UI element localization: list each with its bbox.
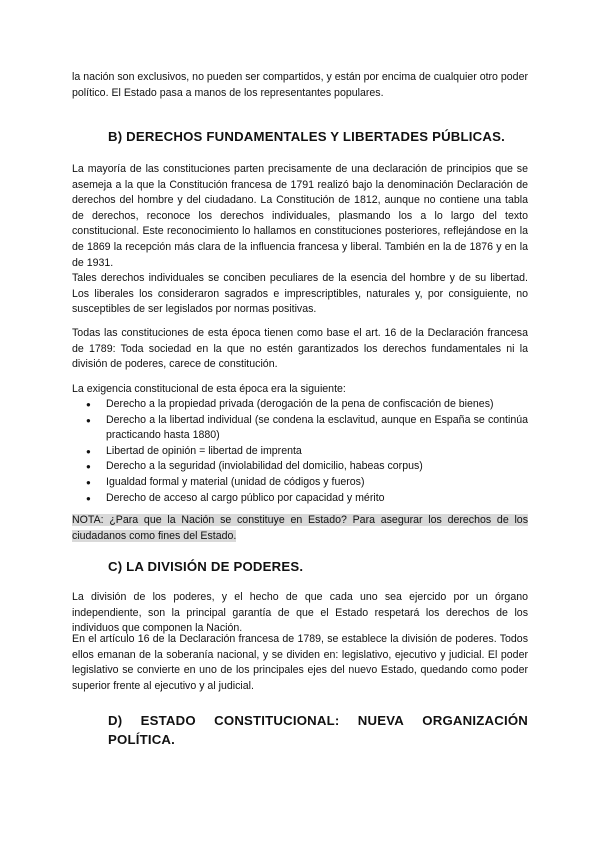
list-item: ● Derecho a la propiedad privada (derogación de la pena de confiscación de bienes) [72, 397, 528, 413]
nota-highlight [72, 513, 528, 544]
section-b-paragraph-3: La exigencia constitucional de esta época era la siguiente: [72, 383, 346, 395]
section-b-paragraph-2: Todas las constituciones de esta época tienen como base el art. 16 de la Declaración francesa de 1789: Toda sociedad en la que no estén garantizados los derechos fundamentales ni la división de poderes, carece de constitución. [72, 327, 528, 371]
section-c-paragraph-1: La división de los poderes, y el hecho de que cada uno sea ejercido por un órgano independiente, son la principal garantía de que el Estado respetará los derechos de los individuos que componen la Nación. [72, 591, 528, 635]
rights-bullet-list [72, 397, 528, 506]
heading-word: ESTADO [140, 713, 196, 728]
section-d-heading-line-2: POLÍTICA. [108, 732, 176, 747]
heading-word: CONSTITUCIONAL: [214, 713, 340, 728]
list-item: ● Derecho a la seguridad (inviolabilidad del domicilio, habeas corpus) [72, 459, 528, 475]
section-b-paragraph-1 [72, 162, 528, 318]
intro-paragraph: la nación son exclusivos, no pueden ser compartidos, y están por encima de cualquier otro poder político. El Estado pasa a manos de los representantes populares. [72, 71, 528, 99]
section-d-heading [108, 711, 528, 749]
heading-word: D) [108, 713, 123, 728]
heading-word: NUEVA [357, 713, 404, 728]
section-c-heading: C) LA DIVISIÓN DE PODERES. [108, 559, 304, 574]
section-b-heading: B) DERECHOS FUNDAMENTALES Y LIBERTADES PÚBLICAS. [108, 129, 505, 144]
list-item: ● Igualdad formal y material (unidad de códigos y fueros) [72, 475, 528, 491]
section-c-paragraph-2: En el artículo 16 de la Declaración francesa de 1789, se establece la división de poderes. Todos ellos emanan de la soberanía nacional, y se dividen en: legislativo, ejecutivo y judicial. El poder legislativo se convierte en uno de los principales ejes del nuevo Estado, quedando como poder superior frente al ejecutivo y al judicial. [72, 633, 528, 692]
section-b-paragraph-1a: La mayoría de las constituciones parten precisamente de una declaración de principios que se asemeja a la que la Constitución francesa de 1791 realizó bajo la denominación Declaración de derechos del hombre y del ciudadano. La Constitución de 1812, aunque no contiene una tabla de derechos, reconoce los derechos individuales, plasmando los a lo largo del texto constitucional. Este reconocimiento lo hallamos en constituciones posteriores, reflejándose en la de 1869 la recepción más clara de la influencia francesa y liberal. También en la de 1876 y en la de 1931. [72, 163, 528, 269]
section-d-heading-line-1 [108, 711, 528, 730]
list-item: ● Libertad de opinión = libertad de imprenta [72, 444, 528, 460]
list-item: ● Derecho de acceso al cargo público por capacidad y mérito [72, 491, 528, 507]
heading-word: ORGANIZACIÓN [422, 713, 528, 728]
nota-text: NOTA: ¿Para que la Nación se constituye en Estado? Para asegurar los derechos de los ciudadanos como fines del Estado. [72, 514, 528, 542]
list-item: ● Derecho a la libertad individual (se condena la esclavitud, aunque en España se continúa practicando hasta 1880) [72, 413, 528, 444]
section-b-paragraph-1b: Tales derechos individuales se conciben peculiares de la esencia del hombre y de su libertad. Los liberales los consideraron sagrados e imprescriptibles, naturales y, por consiguiente, no susceptibles de ser legislados por normas positivas. [72, 272, 528, 316]
